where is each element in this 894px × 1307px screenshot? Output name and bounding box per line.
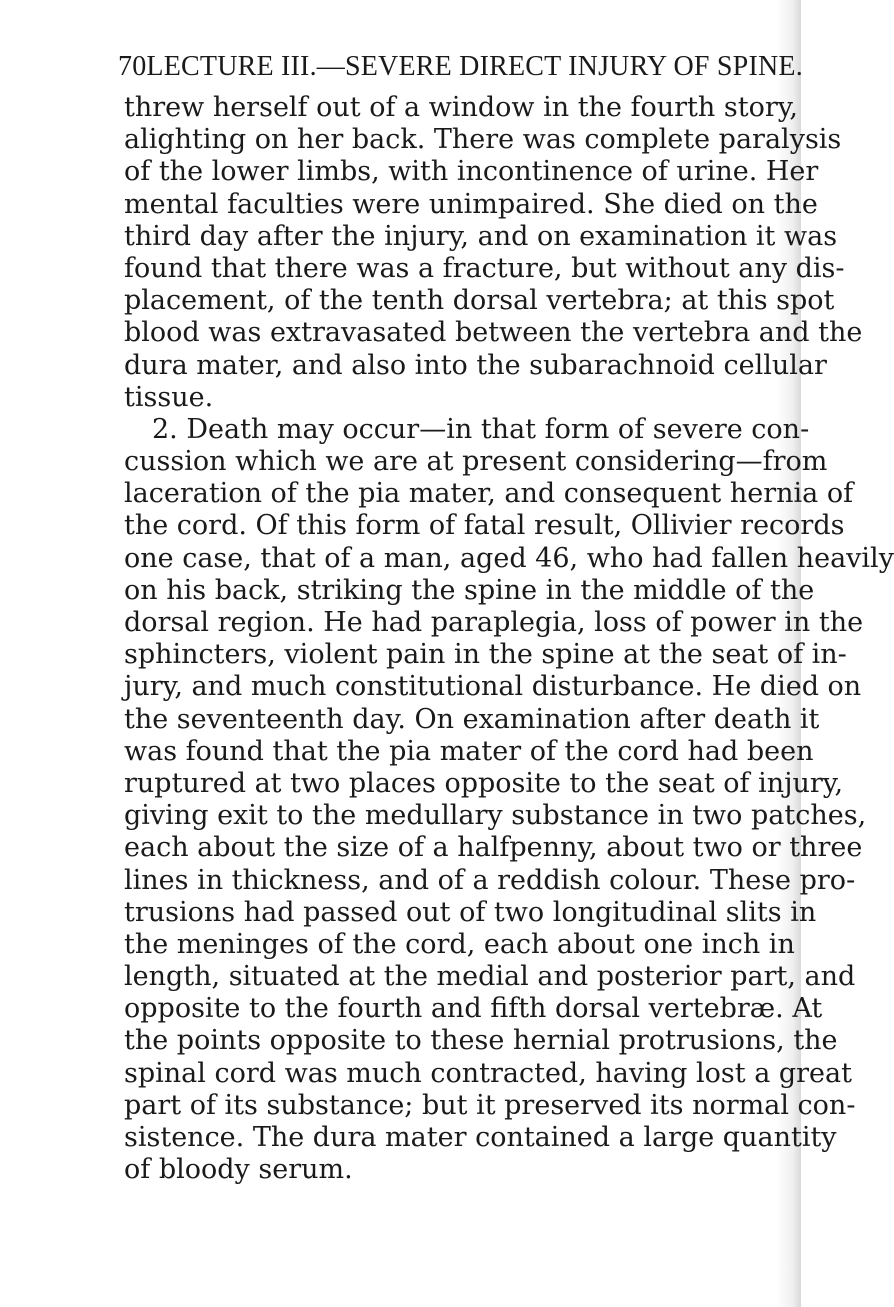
text-line: ruptured at two places opposite to the seat of injury,	[124, 767, 844, 799]
body-text	[124, 92, 894, 1186]
text-line: giving exit to the medullary substance in two patches,	[124, 800, 867, 832]
page-number: 70	[118, 51, 147, 82]
text-line: lines in thickness, and of a reddish colour. These pro-	[124, 864, 856, 896]
text-line: the cord. Of this form of fatal result, Ollivier records	[124, 510, 845, 542]
text-line: each about the size of a halfpenny, about two or three	[124, 832, 863, 864]
running-head-title: LECTURE III.—SEVERE DIRECT INJURY OF SPINE.	[146, 51, 803, 82]
running-head	[118, 50, 803, 84]
text-line: sistence. The dura mater contained a large quantity	[124, 1122, 837, 1153]
text-line: one case, that of a man, aged 46, who had fallen heavily	[124, 542, 894, 574]
text-line: sphincters, violent pain in the spine at the seat of in-	[124, 639, 847, 671]
text-line: spinal cord was much contracted, having lost a great	[124, 1057, 852, 1089]
text-line: the meninges of the cord, each about one inch in	[124, 928, 795, 960]
text-line: of the lower limbs, with incontinence of urine. Her	[124, 156, 819, 188]
text-line: the seventeenth day. On examination after death it	[124, 703, 820, 735]
text-line: third day after the injury, and on examination it was	[124, 220, 838, 252]
text-line: of bloody serum.	[124, 1154, 353, 1186]
text-line: part of its substance; but it preserved its normal con-	[124, 1089, 856, 1121]
paragraph-2	[124, 413, 894, 1187]
text-line: threw herself out of a window in the fourth story,	[124, 92, 798, 123]
text-line: laceration of the pia mater, and consequent hernia of	[124, 478, 854, 510]
text-line: dura mater, and also into the subarachnoid cellular	[124, 349, 827, 381]
text-line: blood was extravasated between the vertebra and the	[124, 317, 863, 349]
text-line: length, situated at the medial and posterior part, and	[124, 961, 856, 993]
text-line: tissue.	[124, 381, 214, 413]
text-line: 2. Death may occur—in that form of severe con-	[152, 413, 810, 445]
text-line: the points opposite to these hernial protrusions, the	[124, 1025, 838, 1057]
paragraph-1	[124, 92, 863, 414]
text-line: placement, of the tenth dorsal vertebra; at this spot	[124, 285, 835, 317]
text-line: dorsal region. He had paraplegia, loss of power in the	[124, 607, 864, 638]
text-line: alighting on her back. There was complete paralysis	[124, 124, 842, 156]
text-line: jury, and much constitutional disturbance. He died on	[124, 671, 862, 703]
text-line: found that there was a fracture, but without any dis-	[124, 252, 845, 284]
text-line: opposite to the fourth and fifth dorsal vertebræ. At	[124, 993, 823, 1025]
text-line: on his back, striking the spine in the middle of the	[124, 574, 815, 606]
text-line: trusions had passed out of two longitudinal slits in	[124, 896, 817, 928]
text-line: cussion which we are at present considering—from	[124, 446, 828, 478]
text-line: was found that the pia mater of the cord had been	[124, 735, 814, 767]
text-line: mental faculties were unimpaired. She died on the	[124, 188, 818, 220]
